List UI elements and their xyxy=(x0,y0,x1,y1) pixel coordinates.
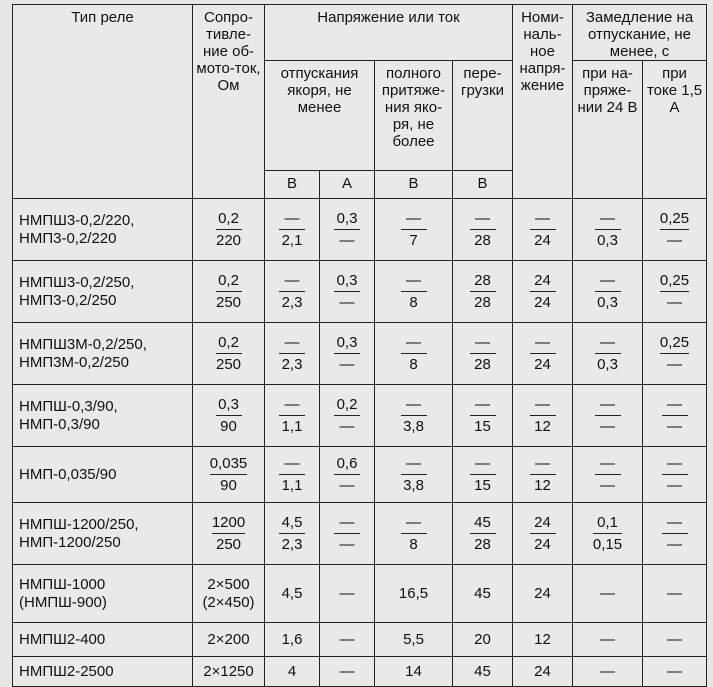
overload-cell xyxy=(453,565,513,623)
nominal-voltage-cell xyxy=(513,623,573,657)
relay-type-line: НМП-0,035/90 xyxy=(19,465,117,483)
release-voltage xyxy=(279,210,305,250)
delay-current-cell xyxy=(643,261,707,323)
full-attraction-cell xyxy=(375,199,453,261)
unit-release-v: В xyxy=(265,171,320,199)
delay-voltage-cell xyxy=(573,503,643,565)
release-voltage-cell xyxy=(265,199,320,261)
delay-voltage-numerator: 0,1 xyxy=(593,514,622,534)
release-current-numerator: 0,3 xyxy=(334,272,360,292)
release-current-numerator: — xyxy=(334,514,360,534)
table-row xyxy=(13,623,707,657)
table-row xyxy=(13,323,707,385)
nominal-voltage-denominator: 12 xyxy=(534,417,551,435)
release-voltage: 4,5 xyxy=(281,585,303,602)
release-voltage-numerator: — xyxy=(279,272,305,292)
release-current-cell xyxy=(320,565,375,623)
overload-cell xyxy=(453,447,513,503)
resistance-cell xyxy=(193,623,265,657)
relay-type-line: НМП-1200/250 xyxy=(19,533,121,551)
overload: 45 xyxy=(474,663,491,680)
release-voltage-cell xyxy=(265,385,320,447)
resistance-line: 2×500 xyxy=(207,575,250,593)
full-attraction xyxy=(401,334,427,374)
delay-voltage-cell xyxy=(573,385,643,447)
delay-current-cell xyxy=(643,447,707,503)
release-voltage-cell xyxy=(265,503,320,565)
resistance-cell xyxy=(193,323,265,385)
resistance-denominator: 250 xyxy=(215,535,242,553)
delay-voltage: — xyxy=(600,585,615,602)
table-body xyxy=(13,199,707,687)
nominal-voltage xyxy=(530,455,556,495)
delay-current-denominator: — xyxy=(667,535,682,553)
release-current: — xyxy=(339,663,355,680)
resistance-denominator: 250 xyxy=(215,293,242,311)
overload-numerator: — xyxy=(470,210,496,230)
release-current-numerator: 0,3 xyxy=(334,210,360,230)
delay-voltage-cell xyxy=(573,261,643,323)
resistance-cell xyxy=(193,199,265,261)
overload-cell xyxy=(453,385,513,447)
resistance xyxy=(210,455,248,495)
nominal-voltage xyxy=(530,396,556,436)
delay-voltage-numerator: — xyxy=(595,334,621,354)
release-current-denominator: — xyxy=(339,417,355,435)
overload-denominator: 28 xyxy=(474,535,491,553)
full-attraction xyxy=(401,210,427,250)
nominal-voltage-cell xyxy=(513,503,573,565)
delay-voltage-cell xyxy=(573,565,643,623)
nominal-voltage-numerator: — xyxy=(530,210,556,230)
overload-denominator: 15 xyxy=(474,417,491,435)
release-current xyxy=(334,514,360,554)
delay-voltage-cell xyxy=(573,657,643,687)
nominal-voltage-cell xyxy=(513,447,573,503)
delay-current-denominator: — xyxy=(667,476,682,494)
release-current-cell xyxy=(320,385,375,447)
resistance-numerator: 0,3 xyxy=(216,396,242,416)
nominal-voltage-denominator: 24 xyxy=(534,231,551,249)
full-attraction-denominator: 7 xyxy=(409,231,418,249)
overload-cell xyxy=(453,503,513,565)
release-voltage: 1,6 xyxy=(281,631,303,648)
release-voltage-cell xyxy=(265,261,320,323)
resistance-cell xyxy=(193,565,265,623)
relay-type-line: НМП3М-0,2/250 xyxy=(19,353,129,371)
nominal-voltage: 24 xyxy=(534,585,551,602)
delay-current-denominator: — xyxy=(667,231,682,249)
delay-current xyxy=(660,272,689,312)
resistance xyxy=(216,272,242,312)
relay-type-cell xyxy=(13,623,193,657)
full-attraction-denominator: 3,8 xyxy=(403,417,424,435)
unit-release-a: А xyxy=(320,171,375,199)
full-attraction-cell xyxy=(375,447,453,503)
relay-type-cell xyxy=(13,503,193,565)
release-current-cell xyxy=(320,261,375,323)
resistance-cell xyxy=(193,385,265,447)
delay-current: — xyxy=(667,585,682,602)
release-current-numerator: 0,3 xyxy=(334,334,360,354)
delay-voltage-numerator: — xyxy=(595,455,621,475)
header-resistance: Сопро-тивле-ние об-мото-ток, Ом xyxy=(193,5,265,199)
delay-voltage-numerator: — xyxy=(595,272,621,292)
nominal-voltage-denominator: 24 xyxy=(534,535,551,553)
delay-current xyxy=(660,210,689,250)
resistance-numerator: 1200 xyxy=(212,514,245,534)
delay-voltage-numerator: — xyxy=(595,210,621,230)
overload xyxy=(470,272,496,312)
delay-current-cell xyxy=(643,503,707,565)
delay-current-numerator: 0,25 xyxy=(660,210,689,230)
relay-type-line: НМПШ3М-0,2/250, xyxy=(19,335,147,353)
overload xyxy=(470,334,496,374)
release-voltage-cell xyxy=(265,623,320,657)
full-attraction: 16,5 xyxy=(398,585,429,602)
overload-numerator: — xyxy=(470,455,496,475)
delay-current-cell xyxy=(643,623,707,657)
release-current-cell xyxy=(320,199,375,261)
full-attraction-cell xyxy=(375,323,453,385)
release-current: — xyxy=(339,631,355,648)
overload xyxy=(470,210,496,250)
delay-voltage xyxy=(595,396,621,436)
release-voltage-numerator: 4,5 xyxy=(279,514,305,534)
nominal-voltage-cell xyxy=(513,199,573,261)
nominal-voltage-numerator: 24 xyxy=(530,272,556,292)
nominal-voltage-cell xyxy=(513,565,573,623)
table-row xyxy=(13,199,707,261)
resistance-denominator: 220 xyxy=(215,231,242,249)
overload-denominator: 28 xyxy=(474,355,491,373)
nominal-voltage-denominator: 12 xyxy=(534,476,551,494)
nominal-voltage xyxy=(530,210,556,250)
resistance xyxy=(216,334,242,374)
delay-voltage: — xyxy=(600,631,615,648)
delay-current xyxy=(662,514,688,554)
delay-voltage xyxy=(593,514,622,554)
delay-voltage: — xyxy=(600,663,615,680)
overload-cell xyxy=(453,199,513,261)
release-current-cell xyxy=(320,503,375,565)
table-row xyxy=(13,385,707,447)
nominal-voltage-numerator: 24 xyxy=(530,514,556,534)
resistance xyxy=(216,210,242,250)
resistance-cell xyxy=(193,503,265,565)
relay-type-line: НМПШ3-0,2/220, xyxy=(19,211,135,229)
full-attraction xyxy=(401,396,427,436)
overload-cell xyxy=(453,623,513,657)
release-voltage-numerator: — xyxy=(279,334,305,354)
delay-current-cell xyxy=(643,657,707,687)
nominal-voltage: 12 xyxy=(534,631,551,648)
nominal-voltage-cell xyxy=(513,323,573,385)
delay-voltage-denominator: 0,3 xyxy=(597,231,618,249)
delay-voltage xyxy=(595,334,621,374)
delay-current-numerator: 0,25 xyxy=(660,334,689,354)
release-current-denominator: — xyxy=(339,355,355,373)
resistance-denominator: 90 xyxy=(220,476,237,494)
release-voltage-denominator: 1,1 xyxy=(281,476,303,494)
resistance-numerator: 0,2 xyxy=(216,334,242,354)
resistance-line: 2×200 xyxy=(207,630,250,648)
table-row xyxy=(13,565,707,623)
resistance-numerator: 0,035 xyxy=(210,455,248,475)
release-voltage-denominator: 2,3 xyxy=(281,355,303,373)
relay-type-line: НМПШ3-0,2/250, xyxy=(19,273,135,291)
full-attraction xyxy=(401,514,427,554)
release-voltage xyxy=(279,514,305,554)
relay-type-cell xyxy=(13,657,193,687)
full-attraction: 5,5 xyxy=(403,631,424,648)
relay-type-line: (НМПШ-900) xyxy=(19,593,107,611)
release-voltage-numerator: — xyxy=(279,396,305,416)
relay-type-cell xyxy=(13,447,193,503)
delay-voltage-denominator: 0,3 xyxy=(597,355,618,373)
full-attraction: 14 xyxy=(405,663,422,680)
full-attraction-numerator: — xyxy=(401,514,427,534)
table-row xyxy=(13,447,707,503)
delay-voltage xyxy=(595,455,621,495)
relay-type-cell xyxy=(13,385,193,447)
release-voltage-cell xyxy=(265,447,320,503)
resistance xyxy=(216,396,242,436)
overload xyxy=(470,455,496,495)
release-current-numerator: 0,6 xyxy=(334,455,360,475)
delay-current-cell xyxy=(643,199,707,261)
release-current xyxy=(334,396,360,436)
resistance-cell xyxy=(193,261,265,323)
delay-voltage-denominator: — xyxy=(600,476,615,494)
nominal-voltage xyxy=(530,514,556,554)
resistance-numerator: 0,2 xyxy=(216,272,242,292)
delay-current-numerator: 0,25 xyxy=(660,272,689,292)
nominal-voltage-numerator: — xyxy=(530,455,556,475)
unit-overload-v: В xyxy=(453,171,513,199)
delay-current xyxy=(660,334,689,374)
delay-current-denominator: — xyxy=(667,355,682,373)
resistance-line: 2×1250 xyxy=(203,662,254,680)
delay-current-cell xyxy=(643,565,707,623)
header-delay: Замедление на отпускание, не менее, с xyxy=(573,5,707,61)
header-nominal: Номи-наль-ное напря-жение xyxy=(513,5,573,199)
overload-numerator: — xyxy=(470,334,496,354)
overload: 45 xyxy=(474,585,491,602)
table-row xyxy=(13,657,707,687)
relay-type-cell xyxy=(13,261,193,323)
overload-denominator: 28 xyxy=(474,293,491,311)
release-current-numerator: 0,2 xyxy=(334,396,360,416)
relay-type-line: НМП3-0,2/220 xyxy=(19,229,117,247)
release-voltage-denominator: 2,1 xyxy=(281,231,303,249)
full-attraction-cell xyxy=(375,261,453,323)
release-current-denominator: — xyxy=(339,231,355,249)
overload-denominator: 28 xyxy=(474,231,491,249)
delay-voltage-denominator: 0,15 xyxy=(592,535,623,553)
delay-voltage-cell xyxy=(573,447,643,503)
nominal-voltage-numerator: — xyxy=(530,396,556,416)
resistance-numerator: 0,2 xyxy=(216,210,242,230)
full-attraction-numerator: — xyxy=(401,396,427,416)
release-voltage xyxy=(279,272,305,312)
relay-type-line: НМП-0,3/90 xyxy=(19,415,100,433)
resistance-line: (2×450) xyxy=(202,593,255,611)
relay-type-cell xyxy=(13,565,193,623)
release-current xyxy=(334,334,360,374)
delay-current: — xyxy=(667,663,682,680)
delay-current-numerator: — xyxy=(662,396,688,416)
header-type: Тип реле xyxy=(13,5,193,199)
release-voltage-cell xyxy=(265,323,320,385)
full-attraction xyxy=(401,455,427,495)
relay-type-cell xyxy=(13,323,193,385)
full-attraction xyxy=(401,272,427,312)
relay-type-cell xyxy=(13,199,193,261)
release-voltage xyxy=(279,455,305,495)
header-delay-voltage: при на-пряже-нии 24 В xyxy=(573,61,643,199)
release-voltage xyxy=(279,396,305,436)
full-attraction-numerator: — xyxy=(401,210,427,230)
release-current xyxy=(334,455,360,495)
full-attraction-numerator: — xyxy=(401,334,427,354)
resistance-cell xyxy=(193,657,265,687)
relay-type-line: НМПШ2-400 xyxy=(19,630,106,648)
resistance-denominator: 90 xyxy=(220,417,237,435)
full-attraction-cell xyxy=(375,503,453,565)
header-voltage-or-current: Напряжение или ток xyxy=(265,5,513,61)
delay-voltage-cell xyxy=(573,623,643,657)
full-attraction-cell xyxy=(375,565,453,623)
release-voltage-denominator: 1,1 xyxy=(281,417,303,435)
delay-voltage-denominator: — xyxy=(600,417,615,435)
table-row xyxy=(13,261,707,323)
overload-cell xyxy=(453,261,513,323)
full-attraction-numerator: — xyxy=(401,272,427,292)
release-voltage xyxy=(279,334,305,374)
delay-current xyxy=(662,455,688,495)
delay-voltage-cell xyxy=(573,199,643,261)
nominal-voltage xyxy=(530,334,556,374)
relay-table xyxy=(12,4,707,687)
relay-type-line: НМП3-0,2/250 xyxy=(19,291,117,309)
overload: 20 xyxy=(474,631,491,648)
full-attraction-denominator: 8 xyxy=(409,535,418,553)
delay-current-denominator: — xyxy=(667,293,682,311)
nominal-voltage-cell xyxy=(513,657,573,687)
overload-numerator: — xyxy=(470,396,496,416)
full-attraction-cell xyxy=(375,623,453,657)
resistance-cell xyxy=(193,447,265,503)
release-current: — xyxy=(339,585,355,602)
overload-numerator: 28 xyxy=(470,272,496,292)
delay-current-numerator: — xyxy=(662,455,688,475)
release-voltage-cell xyxy=(265,565,320,623)
delay-voltage xyxy=(595,210,621,250)
full-attraction-cell xyxy=(375,385,453,447)
nominal-voltage: 24 xyxy=(534,663,551,680)
full-attraction-denominator: 8 xyxy=(409,293,418,311)
header-overload: пере-грузки xyxy=(453,61,513,171)
nominal-voltage-numerator: — xyxy=(530,334,556,354)
nominal-voltage-denominator: 24 xyxy=(534,293,551,311)
delay-voltage-denominator: 0,3 xyxy=(597,293,618,311)
header-release: отпускания якоря, не менее xyxy=(265,61,375,171)
nominal-voltage-cell xyxy=(513,385,573,447)
relay-type-line: НМПШ2-2500 xyxy=(19,662,114,680)
release-voltage-denominator: 2,3 xyxy=(281,293,303,311)
header-delay-current: при токе 1,5 А xyxy=(643,61,707,199)
delay-current-numerator: — xyxy=(662,514,688,534)
unit-full-v: В xyxy=(375,171,453,199)
relay-type-line: НМПШ-1200/250, xyxy=(19,515,139,533)
nominal-voltage xyxy=(530,272,556,312)
table-row xyxy=(13,503,707,565)
release-voltage-cell xyxy=(265,657,320,687)
resistance-denominator: 250 xyxy=(215,355,242,373)
release-current xyxy=(334,272,360,312)
release-voltage: 4 xyxy=(287,663,297,680)
full-attraction-cell xyxy=(375,657,453,687)
delay-voltage-numerator: — xyxy=(595,396,621,416)
release-voltage-numerator: — xyxy=(279,455,305,475)
release-current-cell xyxy=(320,323,375,385)
release-current-cell xyxy=(320,623,375,657)
overload-denominator: 15 xyxy=(474,476,491,494)
full-attraction-denominator: 8 xyxy=(409,355,418,373)
release-current-denominator: — xyxy=(339,293,355,311)
release-current-denominator: — xyxy=(339,476,355,494)
overload-cell xyxy=(453,323,513,385)
resistance xyxy=(212,514,245,554)
overload xyxy=(470,514,496,554)
overload-cell xyxy=(453,657,513,687)
release-voltage-denominator: 2,3 xyxy=(281,535,303,553)
nominal-voltage-cell xyxy=(513,261,573,323)
delay-current: — xyxy=(667,631,682,648)
nominal-voltage-denominator: 24 xyxy=(534,355,551,373)
delay-current xyxy=(662,396,688,436)
full-attraction-numerator: — xyxy=(401,455,427,475)
release-current-denominator: — xyxy=(339,535,355,553)
header-full-attraction: полного притяже-ния яко-ря, не более xyxy=(375,61,453,171)
delay-voltage xyxy=(595,272,621,312)
release-current-cell xyxy=(320,447,375,503)
overload xyxy=(470,396,496,436)
delay-current-cell xyxy=(643,323,707,385)
delay-current-denominator: — xyxy=(667,417,682,435)
relay-type-line: НМПШ-1000 xyxy=(19,575,106,593)
relay-type-line: НМПШ-0,3/90, xyxy=(19,397,118,415)
delay-voltage-cell xyxy=(573,323,643,385)
full-attraction-denominator: 3,8 xyxy=(403,476,424,494)
release-voltage-numerator: — xyxy=(279,210,305,230)
delay-current-cell xyxy=(643,385,707,447)
release-current xyxy=(334,210,360,250)
overload-numerator: 45 xyxy=(470,514,496,534)
release-current-cell xyxy=(320,657,375,687)
